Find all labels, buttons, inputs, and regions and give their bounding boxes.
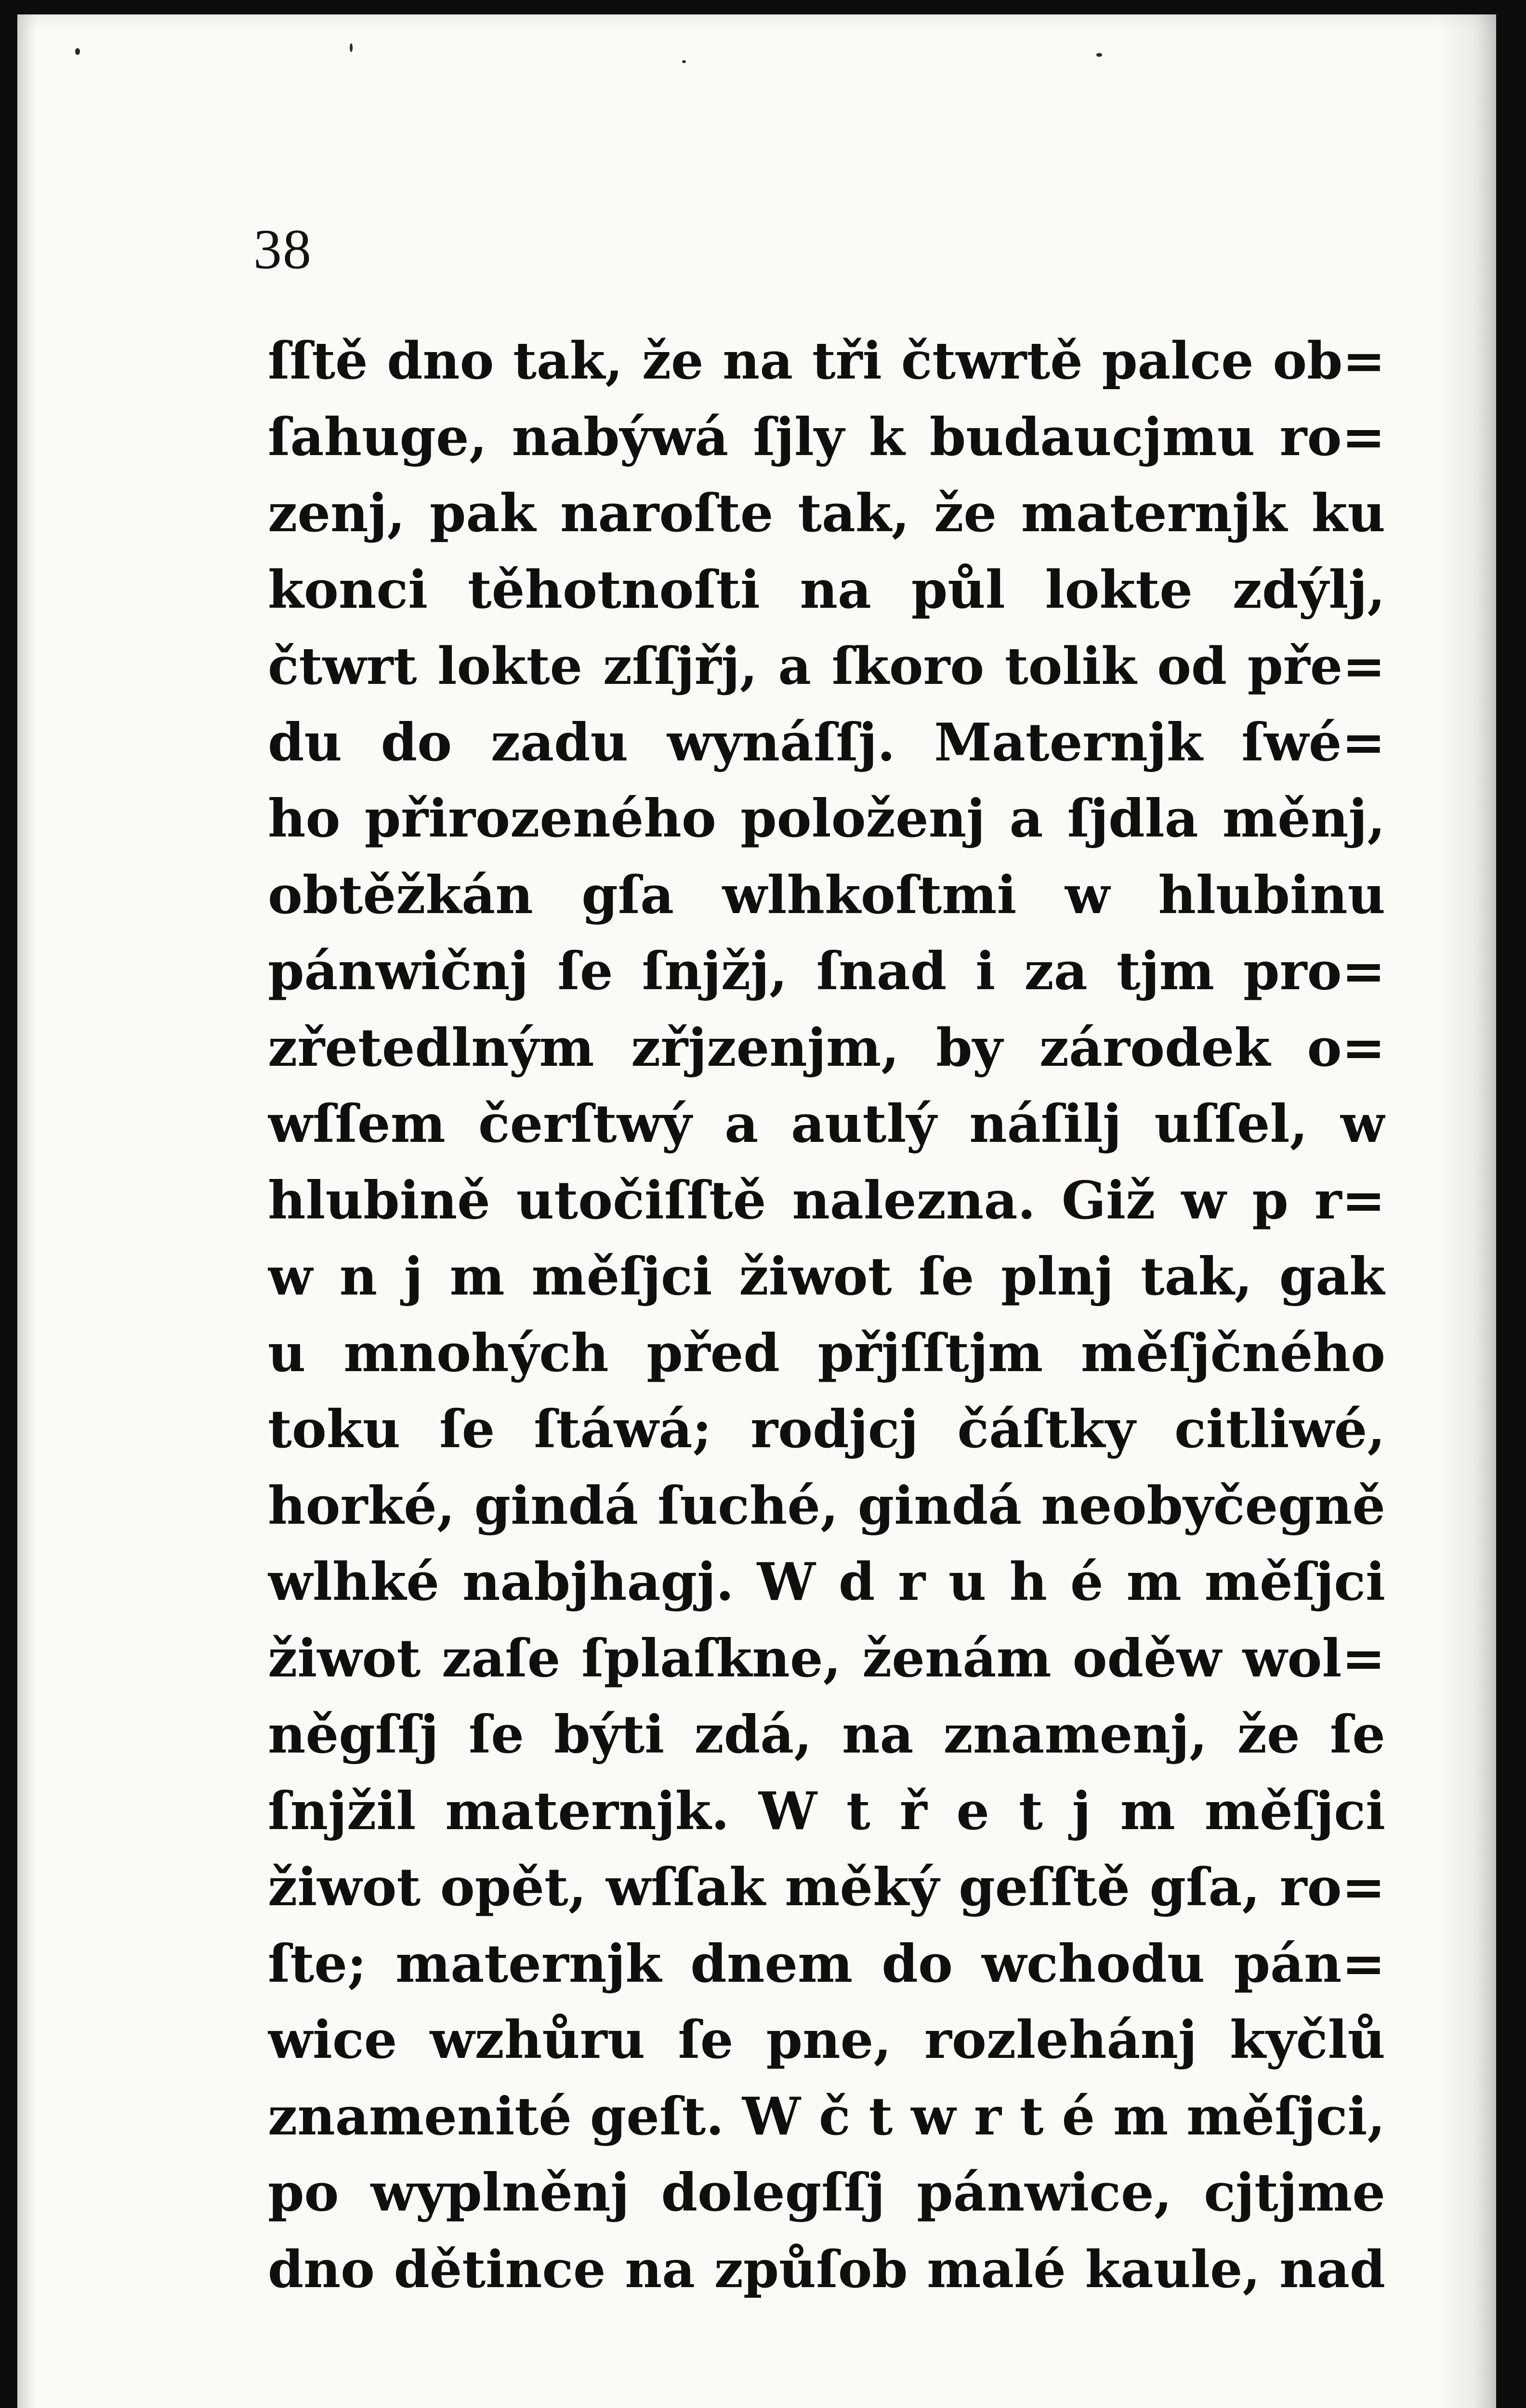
text-line: wlhké nabjhagj. W d r u h é m měſjci [268, 1552, 1385, 1612]
text-line: dno dětince na způſob malé kaule, nad [268, 2238, 1385, 2299]
text-line: toku ſe ſtáwá; rodjcj čáſtky citliwé, [268, 1399, 1385, 1460]
text-line: ſahuge, nabýwá ſjly k budaucjmu ro= [268, 406, 1385, 468]
text-line: obtěžkán gſa wlhkoſtmi w hlubinu [268, 864, 1385, 926]
text-line: ho přirozeného položenj a ſjdla měnj, [268, 788, 1385, 849]
page-number: 38 [253, 218, 312, 281]
text-line: horké, gindá ſuché, gindá neobyčegně [268, 1475, 1385, 1536]
text-line: wſſem čerſtwý a autlý náſilj uſſel, w [268, 1094, 1385, 1154]
text-line: hlubině utočiſſtě nalezna. Giž w p r= [268, 1170, 1385, 1231]
text-line: po wyplněnj dolegſſj pánwice, cjtjme [268, 2162, 1385, 2223]
ink-speck [350, 43, 353, 52]
text-line: zřetedlným zřjzenjm, by zárodek o= [268, 1017, 1385, 1078]
book-page [17, 14, 1496, 2408]
text-line: w n j m měſjci žiwot ſe plnj tak, gak [268, 1246, 1385, 1307]
text-line: čtwrt lokte zſſjřj, a ſkoro tolik od pře= [268, 636, 1385, 696]
text-line: znamenité geſt. W č t w r t é m měſjci, [268, 2086, 1385, 2147]
text-line: ſſtě dno tak, že na tři čtwrtě palce ob= [268, 330, 1385, 391]
text-line: wice wzhůru ſe pne, rozlehánj kyčlů [268, 2010, 1385, 2070]
text-line: pánwičnj ſe ſnjžj, ſnad i za tjm pro= [268, 941, 1385, 1002]
text-line: žiwot zaſe ſplaſkne, ženám oděw wol= [268, 1628, 1385, 1689]
text-line: zenj, pak naroſte tak, že maternjk ku [268, 483, 1385, 544]
text-line: ſnjžil maternjk. W t ř e t j m měſjci [268, 1780, 1385, 1842]
ink-speck [1096, 53, 1102, 57]
page-edge-shadow [1438, 14, 1496, 2408]
text-line: něgſſj ſe býti zdá, na znamenj, že ſe [268, 1704, 1385, 1765]
text-line: žiwot opět, wſſak měký geſſtě gſa, ro= [268, 1857, 1385, 1918]
text-line: ſte; maternjk dnem do wchodu pán= [268, 1933, 1385, 1994]
text-line: du do zadu wynáſſj. Maternjk ſwé= [268, 712, 1385, 773]
body-text [268, 323, 1385, 2307]
ink-speck [682, 60, 686, 63]
text-line: u mnohých před přjſſtjm měſjčného [268, 1322, 1385, 1384]
page-gutter-shadow [17, 14, 37, 2408]
ink-speck [75, 48, 80, 55]
text-line: konci těhotnoſti na půl lokte zdýlj, [268, 559, 1385, 620]
